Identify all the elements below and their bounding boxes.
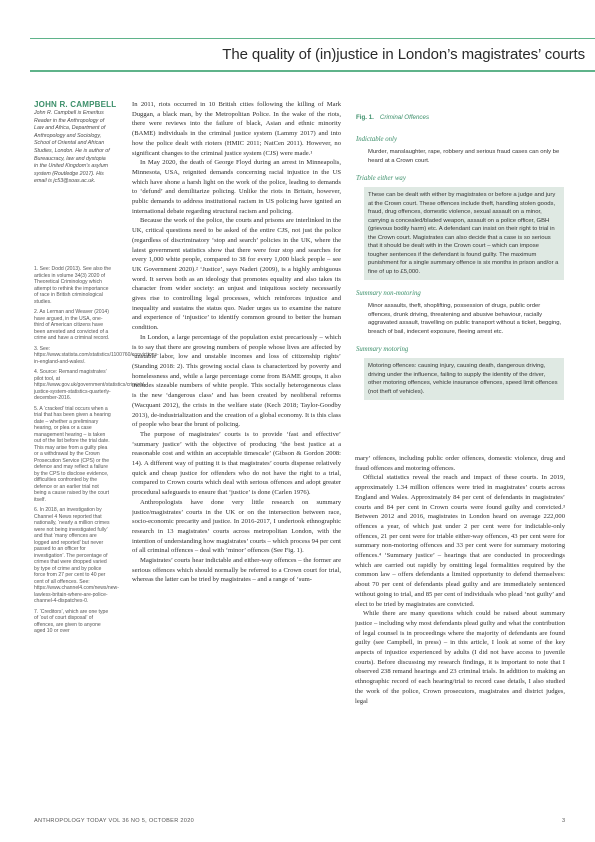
paragraph: mary’ offences, including public order offences, domestic violence, drug and fraud offences and motoring offences. xyxy=(355,455,565,472)
figure-section-title: Summary non-motoring xyxy=(356,290,421,297)
author-name: JOHN R. CAMPBELL xyxy=(34,100,117,109)
main-text-column xyxy=(132,100,341,830)
paragraph: Anthropologists have done very little research on summary justice/magistrates’ courts in the UK or on the intersection between race, socio-economic precarity and justice. In 2016-2017, I undertook ethnographic research in 13 magistrates’ courts across metropolitan London, with the intention of understanding how magistrates’ courts – which process 94 per cent of all criminal offences – deal with ‘minor’ offences (See Fig. 1). xyxy=(132,498,341,555)
figure-shaded-box xyxy=(364,187,564,280)
footnote: 5. A ‘cracked’ trial occurs when a trial that has been given a hearing date – whether a preliminary hearing, or plea or a case management hearing – is taken out of the list before the trial date. This may arise from a guilty plea or a withdrawal by the Crown Prosecution Service (CPS) or the defence and may reflect a failure by the CPS to disclose evidence, difficulties confronted by the defence or an earlier trial not being a cause raised by the court itself. xyxy=(34,405,111,503)
figure-section-text: These can be dealt with either by magistrates or before a judge and jury at the Crown court. These offences include theft, handling stolen goods, fraud, drug offences, domestic violence, sexual assault on a minor, carrying a concealed/bladed weapon, assault on a police officer, GBH (grievous bodily harm) etc. A defendant can insist on their right to trial in the Crown court. Magistrates can also decide that a case is so serious that it should be dealt with in the Crown court – which can impose tougher sentences if the defendant is found guilty. The maximum punishment for a single summary offence is six months in prison and/or a fine of up to £5,000. xyxy=(368,192,559,275)
paragraph: Official statistics reveal the reach and impact of these courts. In 2019, approximately 1.34 million offences were tried in magistrates’ courts across England and Wales. Approximately 84 per cent of defendants in magistrates’ courts and 84 per cent in Crown courts were found guilty and convicted.³ Between 2012 and 2016, magistrates in London heard on average 222,000 offences a year, of which just under 2 per cent were for indictable-only offences, 21 per cent were for triable either-way offences, 43 per cent were for summary non-motoring offences and 33 per cent were for summary motoring offences.⁴ ‘Summary justice’ – hearings that are conducted in proceedings which are carried out rapidly by omitting legal formalities required by the common law – offers defendants a limited opportunity to defend themselves: about 70 per cent of defendants plead guilty and are immediately sentenced without going to trial, and 85 per cent of individuals who plead ‘not guilty’ and elect to be tried by magistrates are convicted. xyxy=(355,474,565,608)
author-bio: John R. Campbell is Emeritus Reader in the Anthropology of Law and Africa, Department of Anthropology and Sociology, School of Oriental and African Studies, London. He is author of Bureaucracy, law and dystopia in the United Kingdom’s asylum system (Routledge 2017). His email is jc53@soas.ac.uk. xyxy=(34,110,110,185)
paragraph: While there are many questions which could be raised about summary justice – including why most defendants plead guilty and what the contribution of legal counsel is in proceedings where the majority of defendants are found guilty (see Campbell, in press) – in this article, I look at some of the key aspects of injustice experienced by adults (I did not have access to juvenile courts). Before discussing my research findings, it is important to note that I observed 238 remand hearings and 23 criminal trials. In addition to making an ethnographic record of each hearing/trial to record case details, I also studied the work of the police, Crown prosecutors, magistrates and district judges, legal xyxy=(355,610,565,705)
paragraph: Because the work of the police, the courts and prisons are interlinked in the UK, critical questions need to be asked of the entire CJS, not just the police (regardless of discriminatory ‘stop and search’ policies in the UK, where the latest government statistics show that there were four stop and searches for every 1,000 white people, compared to 38 for every 1,000 black people – see UK Government 2020).² ‘Justice’, says Naderi (2009), is a highly ambiguous word. It serves both as an ideology that promotes equality and also takes its character from wider society: an unjust and iniquitous society necessarily gives rise to controlling legal processes, which reinforces injustice and inequality and sustains the status quo. Nader urges us to examine the nature and experience of ‘injustice’ to identify common ground to better the human condition. xyxy=(132,217,341,332)
journal-footer: ANTHROPOLOGY TODAY VOL 36 NO 5, OCTOBER 2020 xyxy=(34,818,195,824)
paragraph: In London, a large percentage of the population exist precariously – which is to say that there are growing numbers of people whose lives are affected by ‘unstable labor, low and unstable incomes and loss of citizenship rights’ (Standing 2018: 2). This growing social class is characterized by poverty and homelessness and, while a large percentage come from BAME groups, it also includes sizeable numbers of white people. This socially heterogeneous class is the new ‘dangerous class’ and has been created by neoliberal reforms (Wacquant 2012), the crisis in the welfare state (Kech 2018; Taylor-Goodby 2013), de-industrialization and the creation of a global economy. It is this class of people who bear the brunt of policing. xyxy=(132,333,341,429)
right-text-column xyxy=(355,454,565,830)
figure-caption: Criminal Offences xyxy=(379,114,430,121)
figure-section xyxy=(356,290,564,336)
footnote: 1. See: Dodd (2013). See also the articles in volume 34(3) 2020 of Theoretical Criminology which attempt to rethink the importance of race in British criminological studies. xyxy=(34,266,112,305)
footnote: 6. In 2018, an investigation by Channel 4 News reported that nationally, ‘nearly a million crimes were not being investigated fully’ and that ‘many offences are logged and reported’ but never passed to an officer for investigation’. The percentage of crimes that were dropped varied by type of crime and by police force from 27 per cent to 40 per cent of all offences. See: https://www.channel4.com/news/new-lawless-britain-where-are-police-channel-4-dispatches-0. xyxy=(34,507,119,604)
figure-shaded-box xyxy=(364,358,564,400)
paragraph: Magistrates’ courts hear indictable and either-way offences – the former are serious offences which should normally be referred to a Crown court for trial, whereas the latter can be tried by magistrates – and a range of ‘sum- xyxy=(132,557,341,584)
footnote: 7. ‘Creditors’, which are one type of ‘out of court disposal’ of offences, are given to anyone aged 10 or over xyxy=(34,608,109,634)
page-number: 3 xyxy=(562,818,566,824)
figure-heading xyxy=(356,114,429,121)
title-bottom-rule xyxy=(30,70,595,72)
figure-section-title: Triable either way xyxy=(356,175,406,182)
paragraph: In 2011, riots occurred in 10 British cities following the killing of Mark Duggan, a black man, by the Metropolitan Police. In the wake of the riots, there were reviews into the failure of black, Asian and ethnic minority (BAME) individuals in the criminal justice system (Lammy 2017) and into how the police dealt with rioters (HMIC 2011; NatCen 2011). However, no significant changes to the criminal justice system (CJS) were made.¹ xyxy=(132,101,341,157)
figure-section-text: Minor assaults, theft, shoplifting, possession of drugs, public order offences, drunk driving, threatening and abusive behaviour, racially aggravated assault, travelling on public transport without a ticket, begging, breach of bail, indecent exposure, fleeing arrest etc. xyxy=(368,303,562,335)
footnotes xyxy=(34,266,159,639)
figure-section-text: Motoring offences: causing injury, causing death, dangerous driving, driving under the influence, failing to supply the identity of the driver, other motoring offences, vehicle insurance offences, speed limit offences (not theft of vehicles). xyxy=(368,363,558,395)
title-top-rule xyxy=(30,38,595,39)
figure-section xyxy=(356,175,564,280)
footnote: 4. Source: Remand magistrates’ pilot tool, at https://www.gov.uk/government/statistics/criminal-justice-system-statistics-quarterly-december-2016. xyxy=(34,369,147,401)
paragraph: In May 2020, the death of George Floyd during an arrest in Minneapolis, Minnesota, USA, reignited demands concerning racial injustice in the US which have shone a harsh light on the work of the police, leading to demands to ‘defund’ and demilitarize policing. Unlike the riots in Britain, however, public demands to address institutional racism in US policing have ignited an international debate regarding structural racism and policing. xyxy=(132,159,341,215)
figure-section-text: Murder, manslaughter, rape, robbery and serious fraud cases can only be heard at a Crown court. xyxy=(368,149,560,164)
figure-section-title: Indictable only xyxy=(356,136,397,143)
footnote: 2. As Lerman and Weaver (2014) have argued, in the USA, one-third of American citizens have been arrested and convicted of a crime and have a criminal record. xyxy=(34,309,110,341)
figure-body xyxy=(356,126,564,400)
page-title: The quality of (in)justice in London’s magistrates’ courts xyxy=(222,46,585,63)
figure-section-title: Summary motoring xyxy=(356,346,409,353)
paragraph: The purpose of magistrates’ courts is to provide ‘fast and effective’ ‘summary justice’ with the objective of producing ‘the best justice at a reasonable cost and within an acceptable timescale’ (Gibson & Gordon 2008: 14). A different way of putting it is that magistrates’ courts dispense relatively quick and cheap justice for offenders who do not have the right to a trial, compared to Crown courts which deal with serious offences and adopt greater procedural safeguards to ensure that ‘justice’ is done (Carlen 1976). xyxy=(132,430,341,497)
top-margin xyxy=(0,0,595,14)
figure-section xyxy=(356,346,564,400)
figure-label: Fig. 1. xyxy=(356,114,374,121)
figure-section xyxy=(356,136,564,165)
footnote: 3. See: https://www.statista.com/statistics/1100760/convictions-in-england-and-wales/. xyxy=(34,345,159,365)
